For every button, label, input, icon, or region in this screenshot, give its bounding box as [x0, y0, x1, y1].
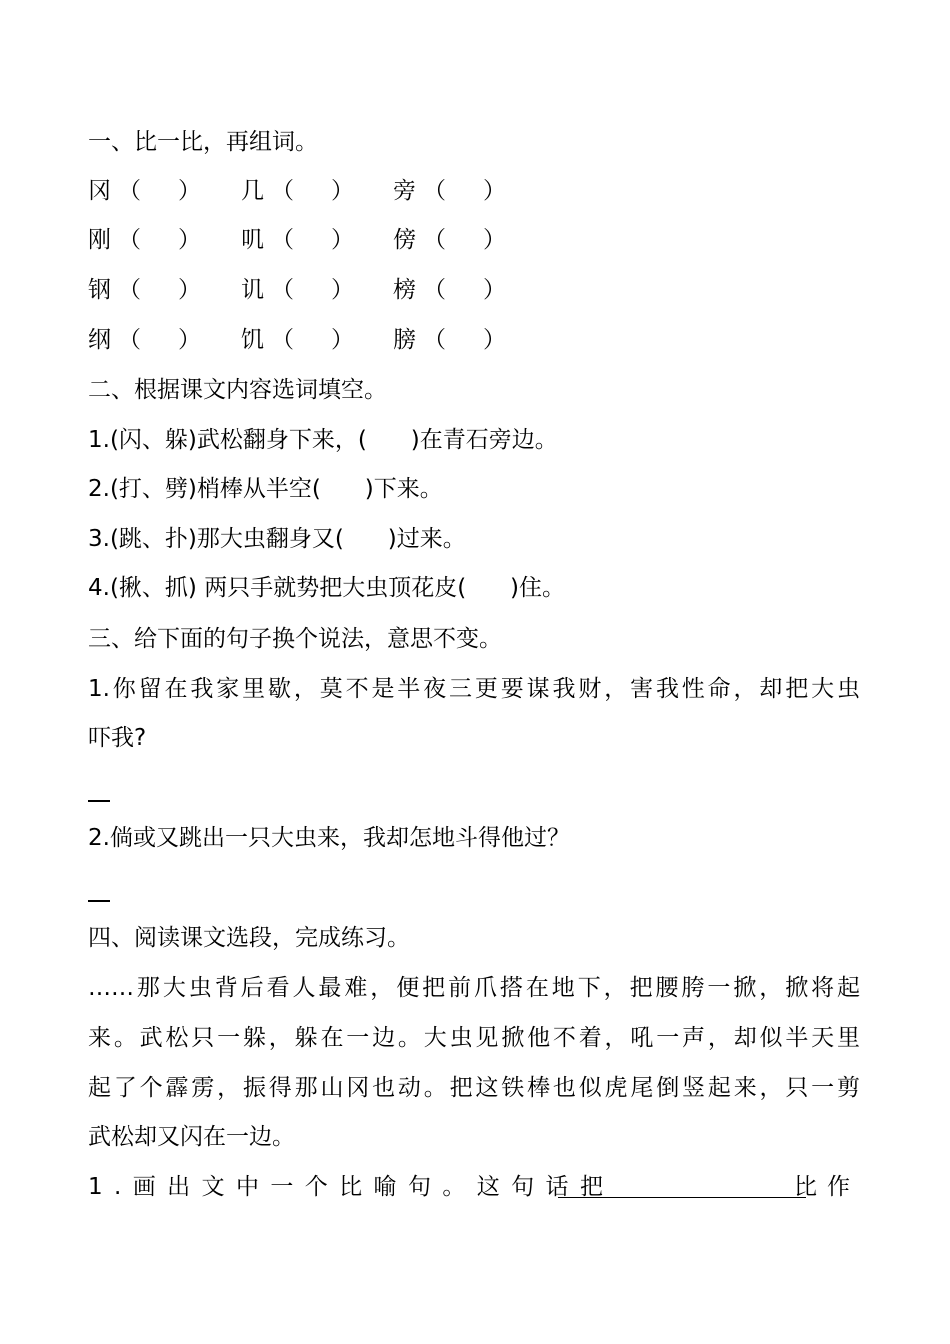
- word-cell: 纲 （ ）: [88, 327, 201, 353]
- passage-line-3: 起了个霹雳，振得那山冈也动。把这铁棒也似虎尾倒竖起来，只一剪: [88, 1075, 860, 1101]
- passage-line-1: ……那大虫背后看人最难，便把前爪搭在地下，把腰胯一掀，掀将起: [88, 975, 860, 1001]
- rewrite-q1-line1: 1.你留在我家里歇，莫不是半夜三更要谋我财，害我性命，却把大虫: [88, 676, 860, 702]
- answer-line-q2: [88, 900, 110, 902]
- section3-heading: 三、给下面的句子换个说法，意思不变。: [88, 626, 502, 652]
- compare-char: 饥: [241, 327, 264, 353]
- compare-char: 榜: [393, 277, 416, 303]
- compare-char: 冈: [88, 178, 111, 204]
- word-cell: 讥 （ ）: [241, 277, 354, 303]
- compare-char: 钢: [88, 277, 111, 303]
- compare-char: 纲: [88, 327, 111, 353]
- word-cell: 榜 （ ）: [393, 277, 506, 303]
- word-grid-row-2: [88, 225, 548, 255]
- fill-in-item-1: 1.(闪、躲)武松翻身下来，( )在青石旁边。: [88, 427, 558, 453]
- compare-char: 傍: [393, 227, 416, 253]
- metaphor-question: [88, 1172, 860, 1202]
- word-cell: 膀 （ ）: [393, 327, 506, 353]
- passage-line-4: 武松却又闪在一边。: [88, 1124, 295, 1150]
- word-grid-row-3: [88, 275, 548, 305]
- answer-line-q1: [88, 800, 110, 802]
- word-grid-row-1: [88, 176, 548, 206]
- fill-in-item-4: 4.(揪、抓) 两只手就势把大虫顶花皮( )住。: [88, 575, 566, 601]
- section4-heading: 四、阅读课文选段，完成练习。: [88, 925, 410, 951]
- rewrite-q1-line2: 吓我?: [88, 725, 147, 751]
- compare-char: 旁: [393, 178, 416, 204]
- word-cell: 饥 （ ）: [241, 327, 354, 353]
- compare-char: 讥: [241, 277, 264, 303]
- section2-heading: 二、根据课文内容选词填空。: [88, 377, 387, 403]
- section1-heading: 一、比一比，再组词。: [88, 129, 318, 155]
- word-cell: 冈 （ ）: [88, 178, 201, 204]
- word-cell: 叽 （ ）: [241, 227, 354, 253]
- rewrite-q2: 2.倘或又跳出一只大虫来，我却怎地斗得他过？: [88, 825, 570, 851]
- word-grid-row-4: [88, 325, 548, 355]
- metaphor-question-suffix: 比作: [794, 1174, 860, 1200]
- fill-in-item-2: 2.(打、劈)梢棒从半空( )下来。: [88, 476, 443, 502]
- word-cell: 旁 （ ）: [393, 178, 506, 204]
- compare-char: 叽: [241, 227, 264, 253]
- compare-char: 几: [241, 178, 264, 204]
- metaphor-question-text: 1.画出文中一个比喻句。这句话把: [88, 1174, 615, 1200]
- passage-line-2: 来。武松只一躲，躲在一边。大虫见掀他不着，吼一声，却似半天里: [88, 1025, 860, 1051]
- metaphor-answer-blank[interactable]: [558, 1172, 806, 1202]
- compare-char: 刚: [88, 227, 111, 253]
- fill-in-item-3: 3.(跳、扑)那大虫翻身又( )过来。: [88, 526, 466, 552]
- compare-char: 膀: [393, 327, 416, 353]
- word-cell: 钢 （ ）: [88, 277, 201, 303]
- word-cell: 傍 （ ）: [393, 227, 506, 253]
- word-cell: 刚 （ ）: [88, 227, 201, 253]
- word-cell: 几 （ ）: [241, 178, 354, 204]
